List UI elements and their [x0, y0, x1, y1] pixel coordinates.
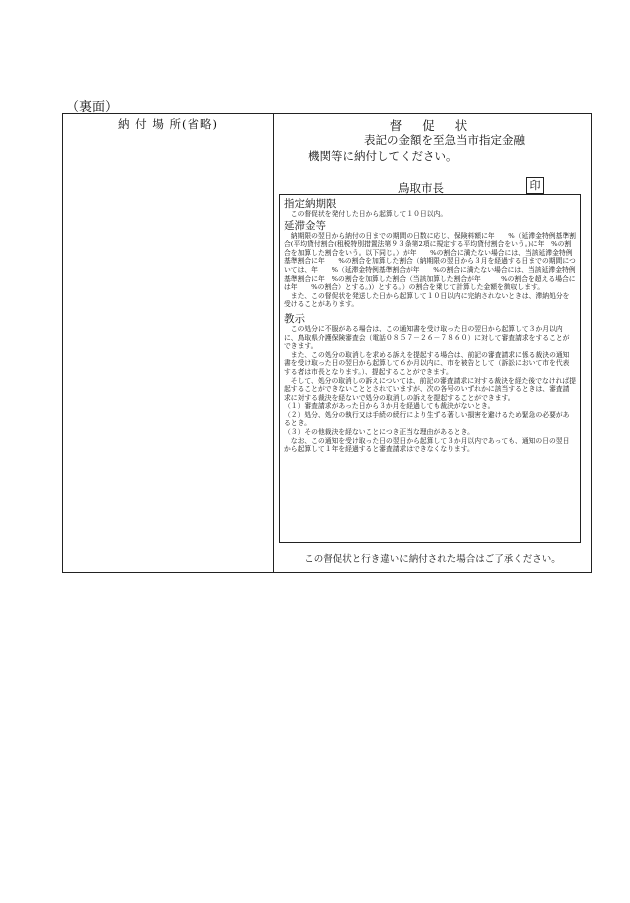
reminder-column [274, 114, 591, 572]
payment-location-label: 納 付 場 所(省略) [118, 117, 218, 131]
details-box [279, 194, 581, 543]
page-heading: （裏面） [66, 100, 119, 115]
instruction-paragraph: この処分に不服がある場合は、この通知書を受け取った日の翌日から起算して３か月以内に、鳥取県介護保険審査会（電話０８５７－２６－７８６０）に対して審査請求をすることができます。 [284, 324, 570, 351]
notice-table [62, 113, 592, 573]
instruction-heading: 教示 [284, 312, 305, 325]
issuer-name: 鳥取市長 [398, 181, 444, 195]
seal-stamp: 印 [526, 177, 544, 194]
instruction-paragraph: なお、この通知を受け取った日の翌日から起算して３か月以内であっても、通知の日の翌日から起算して１年を経過すると審査請求はできなくなります。 [284, 436, 570, 454]
notice-title: 督 促 状 [389, 118, 476, 133]
instruction-paragraph: （３）その他裁決を経ないことにつき正当な理由があるとき。 [284, 428, 474, 437]
notice-message-line2: 機関等に納付してください。 [308, 149, 458, 163]
footer-note: この督促状と行き違いに納付された場合はご了承ください。 [304, 554, 561, 565]
deadline-heading: 指定納期限 [284, 198, 337, 210]
late-fee-heading: 延滞金等 [284, 219, 326, 232]
deadline-text: この督促状を発付した日から起算して１０日以内。 [284, 210, 448, 218]
notice-message-line1: 表記の金額を至急当市指定金融 [364, 133, 525, 147]
late-fee-paragraph: また、この督促状を発送した日から起算して１０日以内に完納されないときは、滞納処分を受けることがあります。 [284, 291, 570, 309]
late-fee-paragraph: 納期限の翌日から納付の日までの期間の日数に応じ、保険料額に年 %（延滞金特例基準割合(平均貸付割合(租税特別措置法第９３条第2項に規定する平均貸付割合をいう。)に年 %の割合を加算した割合をいう。以下同じ。）が年 %の割合に満たない場合には、当該延滞金特例基準割合に年 %の割合を加算した割合（納期限の翌日から３月を経過する日までの期間については、年 %（延滞金特例基準割合が年 %の割合に満たない場合には、当該延滞金特例基準割合に年 %の割合を加算した割合（当該加算した割合が年 %の割合を超える場合には年 %の割合）とする。)）とする。）の割合を乗じて計算した金額を徴収します。 [284, 231, 576, 292]
instruction-paragraph: また、この処分の取消しを求める訴えを提起する場合は、前記の審査請求に係る裁決の通知書を受け取った日の翌日から起算して６か月以内に、市を被告として（訴訟において市を代表する者は市長となります。）、提起することができます。 [284, 350, 570, 376]
payment-location-column [63, 114, 274, 572]
instruction-paragraph: （１）審査請求があった日から３か月を経過しても裁決がないとき。 [284, 402, 495, 411]
instruction-paragraph: （２）処分、処分の執行又は手続の続行により生ずる著しい損害を避けるため緊急の必要があるとき。 [284, 410, 570, 428]
instruction-paragraph: そして、処分の取消しの訴えについては、前記の審査請求に対する裁決を経た後でなければ提起することができないこととされていますが、次の各号のいずれかに該当するときは、審査請求に対する裁決を経ないで処分の取消しの訴えを提起することができます。 [284, 376, 576, 402]
